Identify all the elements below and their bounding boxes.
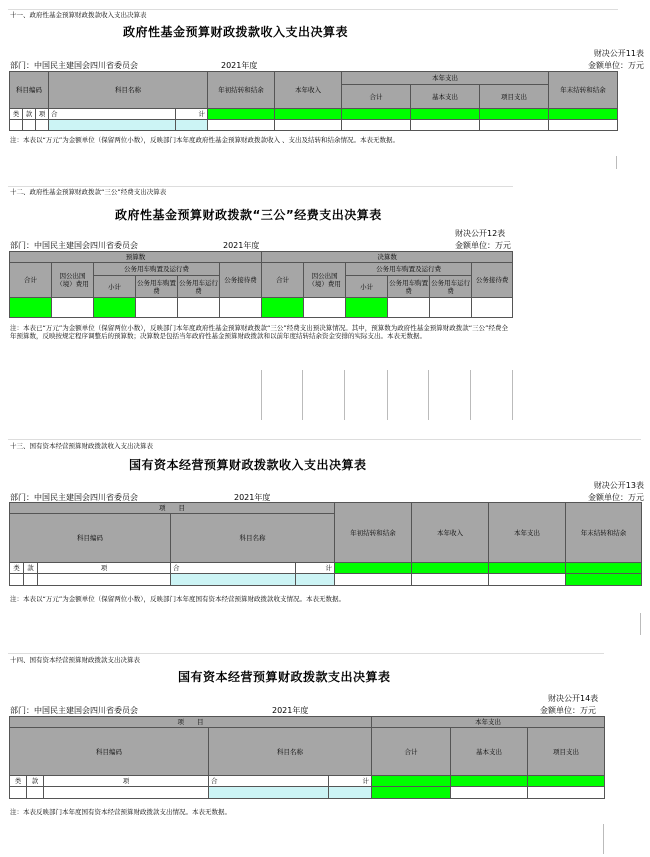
cell-value [549,109,618,120]
header-item: 项 目 [10,503,335,514]
three-public-table [9,251,513,318]
cell-xiang: 项 [38,563,171,574]
cell-kuan: 款 [23,109,36,120]
header-begin: 年初结转和结余 [208,72,275,109]
cell-ji: 计 [176,109,208,120]
header-car-buy: 公务用车购置费 [136,276,178,298]
cell-value [480,109,549,120]
capital-expense-table [9,716,605,799]
table-code: 财决公开11表 [593,49,644,58]
table-title: 国有资本经营预算财政拨款支出决算表 [178,670,391,684]
cell-lei: 类 [10,563,24,574]
cell-he: 合 [171,563,296,574]
cell-kuan: 款 [24,563,38,574]
cell-he: 合 [209,776,329,787]
header-car: 公务用车购置及运行费 [94,263,220,276]
year-label: 2021年度 [234,493,271,502]
table-code: 财决公开13表 [593,481,644,490]
header-subtotal: 小计 [94,276,136,298]
table-row [10,776,605,787]
header-car-buy: 公务用车购置费 [388,276,430,298]
org-label: 部门：中国民主建国会四川省委员会 [10,493,138,502]
cell-xiang: 项 [36,109,49,120]
table-code: 财决公开14表 [548,694,599,703]
section-heading: 十二、政府性基金预算财政拨款“三公”经费支出决算表 [10,188,167,196]
header-code: 科目编码 [10,72,49,109]
table-row [10,298,513,318]
header-final: 决算数 [262,252,513,263]
header-car-run: 公务用车运行费 [178,276,220,298]
year-label: 2021年度 [272,706,309,715]
table-title: 国有资本经营预算财政拨款收入支出决算表 [129,458,367,472]
section-heading: 十一、政府性基金预算财政拨款收入支出决算表 [10,11,147,19]
header-abroad: 因公出国（境）费用 [52,263,94,298]
header-budget: 预算数 [10,252,262,263]
section-13 [0,438,650,638]
table-title: 政府性基金预算财政拨款“三公”经费支出决算表 [115,208,382,222]
header-total: 合计 [10,263,52,298]
table-code: 财决公开12表 [455,229,506,238]
cell-he: 合 [49,109,176,120]
section-heading: 十三、国有资本经营预算财政拨款收入支出决算表 [10,442,153,450]
table-row [10,120,618,131]
table-row [10,563,642,574]
header-end: 年末结转和结余 [566,503,642,563]
section-12 [0,185,650,425]
year-label: 2021年度 [221,61,258,70]
table-note: 注：本表以“万元”为金额单位（保留两位小数），反映部门本年度政府性基金预算财政拨款收入 、支出及结转和结余情况。本表无数据。 [10,136,400,144]
table-row [10,109,618,120]
header-basic: 基本支出 [451,728,528,776]
header-total: 合计 [372,728,451,776]
cell-xiang: 项 [44,776,209,787]
header-spend: 本年支出 [342,72,549,85]
section-11 [0,0,650,175]
header-reception: 公务接待费 [220,263,262,298]
cell-lei: 类 [10,776,27,787]
org-label: 部门：中国民主建国会四川省委员会 [10,61,138,70]
header-abroad: 因公出国（境）费用 [304,263,346,298]
header-begin: 年初结转和结余 [335,503,412,563]
table-note: 注：本表已“万元”为金额单位（保留两位小数），反映部门本年度政府性基金预算财政拨款“三公”经费支出预决算情况。其中，预算数为政府性基金预算财政拨款“三公”经费全年预算数，反映按规定程序调整后的预算数；决算数是包括当年政府性基金预算财政拨款和以前年度结转结余资金安排的实际支出。本表无数据。 [10,324,508,340]
header-subtotal: 小计 [346,276,388,298]
header-project: 项目支出 [528,728,605,776]
cell-value [411,109,480,120]
cell-ji: 计 [329,776,372,787]
header-name: 科目名称 [209,728,372,776]
header-code: 科目编码 [10,514,171,563]
header-name: 科目名称 [171,514,335,563]
unit-label: 金额单位：万元 [455,241,511,250]
revenue-expense-table-11 [9,71,618,131]
cell-value [342,109,411,120]
header-car: 公务用车购置及运行费 [346,263,472,276]
cell-value [275,109,342,120]
header-income: 本年收入 [412,503,489,563]
year-label: 2021年度 [223,241,260,250]
cell-lei: 类 [10,109,23,120]
header-name: 科目名称 [49,72,208,109]
table-title: 政府性基金预算财政拨款收入支出决算表 [123,25,349,39]
header-car-run: 公务用车运行费 [430,276,472,298]
org-label: 部门：中国民主建国会四川省委员会 [10,706,138,715]
header-code: 科目编码 [10,728,209,776]
header-spend: 本年支出 [489,503,566,563]
header-spend: 本年支出 [372,717,605,728]
header-income: 本年收入 [275,72,342,109]
cell-kuan: 款 [27,776,44,787]
table-row [10,574,642,586]
capital-revenue-expense-table [9,502,642,586]
table-row [10,787,605,799]
header-project: 项目支出 [480,85,549,109]
header-basic: 基本支出 [411,85,480,109]
section-14 [0,652,650,857]
header-total: 合计 [262,263,304,298]
unit-label: 金额单位：万元 [540,706,596,715]
header-end: 年末结转和结余 [549,72,618,109]
header-item: 项 目 [10,717,372,728]
cell-value [208,109,275,120]
section-heading: 十四、国有资本经营预算财政拨款支出决算表 [10,656,140,664]
table-note: 注：本表以“万元”为金额单位（保留两位小数），反映部门本年度国有资本经营预算财政拨款收支情况。本表无数据。 [10,595,345,603]
cell-ji: 计 [296,563,335,574]
org-label: 部门：中国民主建国会四川省委员会 [10,241,138,250]
header-total: 合计 [342,85,411,109]
header-reception: 公务接待费 [472,263,513,298]
unit-label: 金额单位：万元 [588,493,644,502]
table-note: 注：本表反映部门本年度国有资本经营预算财政拨款支出情况。本表无数据。 [10,808,231,816]
unit-label: 金额单位：万元 [588,61,644,70]
